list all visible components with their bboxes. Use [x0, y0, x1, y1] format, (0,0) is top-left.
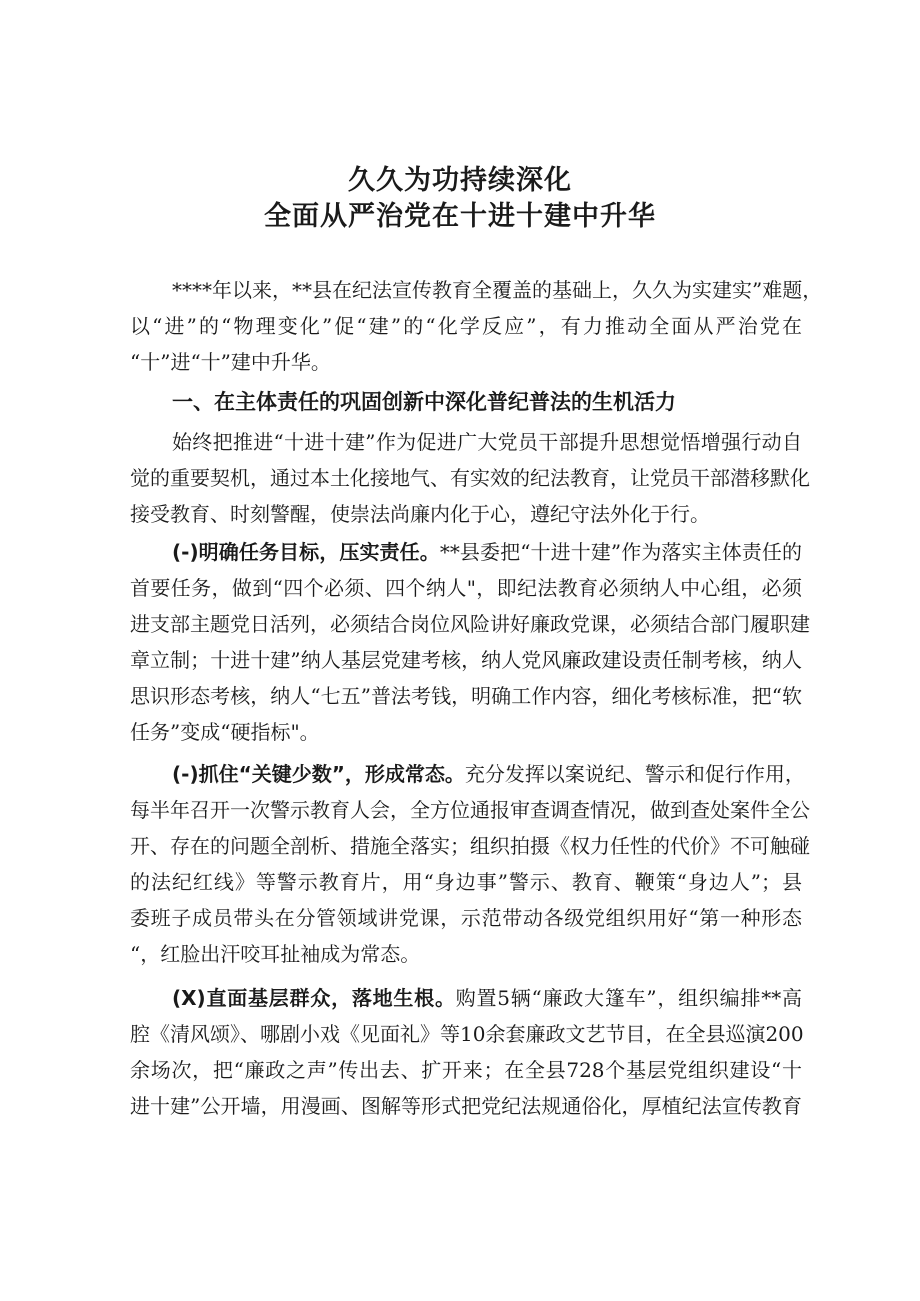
- item1-line-6: 任务”变成“硬指标"。: [130, 720, 320, 744]
- item2-lead: (-)抓住“关键少数”，形成常态。: [172, 762, 465, 786]
- item3-lead: (X)直面基层群众，落地生根。: [172, 986, 456, 1010]
- item2-line-1: [172, 756, 805, 792]
- item2-line-4: 的法纪红线》等警示教育片，用“身边事”警示、教育、鞭策“身边人”；县: [130, 870, 802, 894]
- title-line-2: 全面从严治党在十进十建中升华: [264, 201, 656, 232]
- item1-line-3: 进支部主题党日活列，必须结合岗位风险讲好廉政党课，必须结合部门履职建: [130, 612, 810, 636]
- item2-line-6: “，红脸出汗咬耳扯袖成为常态。: [130, 942, 421, 966]
- item1-line-1: [172, 534, 802, 570]
- item3-first-rest: 购置5辆“廉政大篷车”，组织编排**高: [455, 986, 802, 1010]
- intro-line-1: ****年以来，**县在纪法宣传教育全覆盖的基础上，久久为实建实”难题，: [172, 278, 823, 302]
- item1-line-2: 首要任务，做到“四个必须、四个纳人"，即纪法教育必须纳人中心组，必须: [130, 576, 802, 600]
- title-line-1: 久久为功持续深化: [348, 165, 572, 196]
- item3-line-3: 余场次，把“廉政之声”传出去、扩开来；在全县728个基层党组织建设“十: [130, 1058, 802, 1082]
- section-heading: 一、在主体责任的巩固创新中深化普纪普法的生机活力: [172, 390, 676, 414]
- item3-line-4: 进十建”公开墙，用漫画、图解等形式把党纪法规通俗化，厚植纪法宣传教育: [130, 1094, 802, 1118]
- item2-first-rest: 充分发挥以案说纪、警示和促行作用，: [464, 762, 805, 786]
- item2-line-3: 开、存在的问题全剖析、措施全落实；组织拍摄《权力任性的代价》不可触碰: [130, 834, 810, 858]
- para1-line-3: 接受教育、时刻警醒，使崇法尚廉内化于心，遵纪守法外化于行。: [130, 502, 710, 526]
- item1-lead: (-)明确任务目标，压实责任。: [172, 540, 440, 564]
- para1-line-2: 觉的重要契机，通过本土化接地气、有实效的纪法教育，让党员干部潜移默化: [130, 466, 810, 490]
- item3-line-1: [172, 980, 802, 1016]
- item1-line-5: 思识形态考核，纳人“七五”普法考钱，明确工作内容，细化考核标准，把“软: [130, 684, 802, 708]
- intro-line-3: “十”进“十”建中升华。: [130, 350, 331, 374]
- item2-line-2: 每半年召开一次警示教育人会，全方位通报审查调查情况，做到查处案件全公: [130, 798, 810, 822]
- para1-line-1: 始终把推进“十进十建”作为促进广大党员干部提升思想觉悟增强行动自: [172, 430, 802, 454]
- intro-line-2: 以“进”的“物理变化”促“建”的“化学反应”，有力推动全面从严治党在: [130, 314, 802, 338]
- item3-line-2: 腔《清风颂》、哪剧小戏《见面礼》等10余套廉政文艺节目，在全县巡演200: [130, 1022, 804, 1046]
- item1-line-4: 章立制；十进十建”纳人基层党建考核，纳人党风廉政建设责任制考核，纳人: [130, 648, 802, 672]
- item2-line-5: 委班子成员带头在分管领域讲党课，示范带动各级党组织用好“第一种形态: [130, 906, 802, 930]
- item1-first-rest: **县委把“十进十建”作为落实主体责任的: [439, 540, 802, 564]
